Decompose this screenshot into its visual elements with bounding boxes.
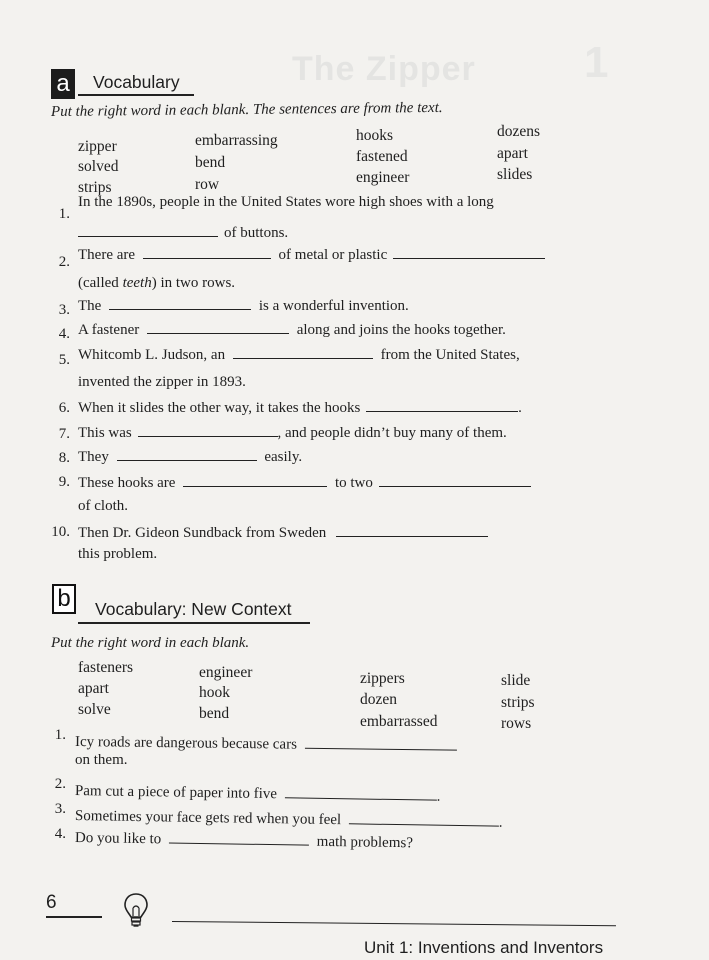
blank-a7[interactable] xyxy=(138,424,278,437)
word-bank-b-word: apart xyxy=(78,680,109,697)
item-b4-line1: Do you like to math problems? xyxy=(74,830,414,852)
page-number: 6 xyxy=(46,892,57,913)
word-bank-b-word: zippers xyxy=(360,670,405,687)
word-bank-b-word: strips xyxy=(501,694,535,711)
word-bank-b-word: bend xyxy=(199,705,230,722)
item-a6-line1: When it slides the other way, it takes the hooks . xyxy=(78,400,522,416)
item-b2-number: 2. xyxy=(54,776,66,792)
item-a10-line1: Then Dr. Gideon Sundback from Sweden xyxy=(78,524,488,542)
blank-a8[interactable] xyxy=(117,448,257,461)
blank-a6[interactable] xyxy=(366,399,518,412)
word-bank-a-word: apart xyxy=(497,145,528,162)
section-b-instruction: Put the right word in each blank. xyxy=(51,635,250,651)
word-bank-a-word: engineer xyxy=(356,169,410,186)
item-b1-number: 1. xyxy=(54,727,66,743)
section-a-instruction: Put the right word in each blank. The sentences are from the text. xyxy=(50,99,443,120)
item-a8-line1: They easily. xyxy=(78,449,303,465)
word-bank-a-word: bend xyxy=(195,154,226,171)
blank-b3[interactable] xyxy=(349,811,499,826)
blank-b4[interactable] xyxy=(169,830,309,845)
item-b1-line2: on them. xyxy=(75,752,128,768)
item-a10-line2: this problem. xyxy=(78,546,158,562)
word-bank-b-word: slide xyxy=(501,672,531,689)
word-bank-a-word: strips xyxy=(78,179,112,196)
item-a2-number: 2. xyxy=(58,254,70,270)
footer-rule-right xyxy=(172,921,616,926)
section-b-rule xyxy=(78,622,310,624)
item-b1-line1: Icy roads are dangerous because cars xyxy=(75,733,457,756)
footer-rule-left xyxy=(46,916,102,918)
item-a1-number: 1. xyxy=(58,206,70,222)
item-a8-number: 8. xyxy=(58,450,70,466)
section-a-title: Vocabulary xyxy=(93,72,180,92)
item-a3-number: 3. xyxy=(58,302,70,318)
blank-a9-1[interactable] xyxy=(183,474,327,487)
item-a1-line1: In the 1890s, people in the United States wore high shoes with a long xyxy=(78,194,494,210)
word-bank-a-word: dozens xyxy=(497,123,541,140)
word-bank-a-word: hooks xyxy=(356,127,394,144)
word-bank-b-word: hook xyxy=(199,684,230,701)
item-a7-line1: This was , and people didn’t buy many of them. xyxy=(78,425,507,441)
item-a5-line1: Whitcomb L. Judson, an from the United States, xyxy=(78,347,520,363)
word-bank-b-word: embarrassed xyxy=(360,713,438,730)
item-a9-line2: of cloth. xyxy=(78,498,128,514)
blank-a5[interactable] xyxy=(233,346,373,359)
lightbulb-icon xyxy=(122,891,150,936)
word-bank-b-word: rows xyxy=(501,715,532,732)
word-bank-a-word: row xyxy=(195,176,220,193)
item-a10-number: 10. xyxy=(51,524,70,540)
item-a5-number: 5. xyxy=(58,352,70,368)
blank-b1[interactable] xyxy=(305,736,457,751)
item-a9-number: 9. xyxy=(58,474,70,490)
ghost-chapter-number: 1 xyxy=(584,38,609,87)
ghost-title: The Zipper xyxy=(292,50,476,88)
item-b3-number: 3. xyxy=(54,801,66,817)
blank-a10[interactable] xyxy=(336,524,488,537)
section-a-badge: a xyxy=(51,69,75,99)
item-b4-number: 4. xyxy=(54,826,66,842)
item-b2-line1: Pam cut a piece of paper into five . xyxy=(74,783,441,805)
word-bank-b-word: solve xyxy=(78,701,111,718)
item-a1-line2: of buttons. xyxy=(78,224,288,242)
blank-a9-2[interactable] xyxy=(379,474,531,487)
word-bank-a-word: fastened xyxy=(356,148,408,165)
word-bank-a-word: zipper xyxy=(78,138,117,155)
word-bank-a-word: slides xyxy=(497,166,533,183)
section-b-badge: b xyxy=(52,584,76,614)
item-a4-number: 4. xyxy=(58,326,70,342)
section-b-title: Vocabulary: New Context xyxy=(95,599,292,619)
item-a4-line1: A fastener along and joins the hooks together. xyxy=(78,322,506,338)
blank-a3[interactable] xyxy=(109,297,251,310)
blank-a1[interactable] xyxy=(78,224,218,237)
word-bank-b-word: engineer xyxy=(199,664,253,681)
blank-a4[interactable] xyxy=(147,321,289,334)
item-a7-number: 7. xyxy=(58,426,70,442)
section-a-rule xyxy=(78,94,194,96)
unit-title: Unit 1: Inventions and Inventors xyxy=(364,938,604,957)
word-bank-a-word: solved xyxy=(78,158,119,175)
item-a2-line2: (called teeth) in two rows. xyxy=(78,275,236,291)
item-a2-line1: There are of metal or plastic xyxy=(78,246,545,264)
word-bank-b-word: dozen xyxy=(360,691,398,708)
blank-a2-1[interactable] xyxy=(143,246,271,259)
blank-a2-2[interactable] xyxy=(393,246,545,259)
item-a9-line1: These hooks are to two xyxy=(78,474,531,492)
word-bank-a-word: embarrassing xyxy=(195,132,278,149)
item-a3-line1: The is a wonderful invention. xyxy=(78,298,409,314)
item-a6-number: 6. xyxy=(58,400,70,416)
word-bank-b-word: fasteners xyxy=(78,659,134,676)
item-b3-line1: Sometimes your face gets red when you feel . xyxy=(74,808,503,831)
blank-b2[interactable] xyxy=(285,785,437,800)
item-a5-line2: invented the zipper in 1893. xyxy=(78,374,246,390)
